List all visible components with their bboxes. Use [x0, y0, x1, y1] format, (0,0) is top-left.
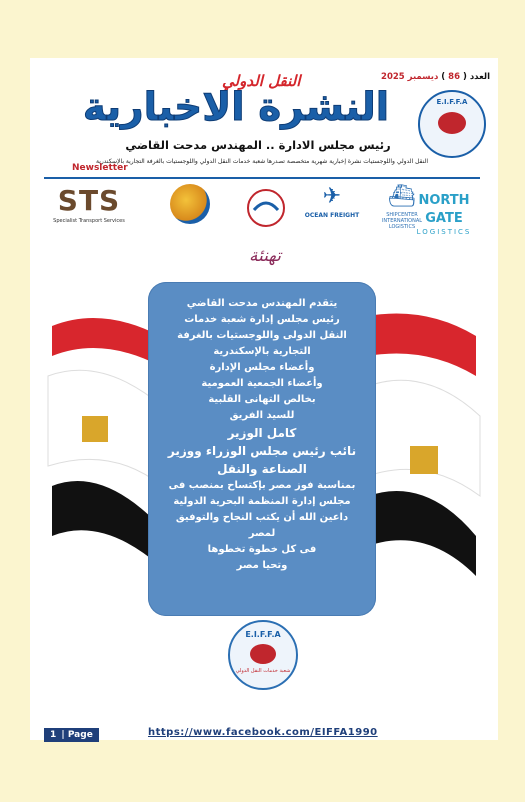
- ship-icon: ⛴: [388, 184, 416, 209]
- header-divider: [44, 177, 480, 179]
- north-gate-sub: LOGISTICS: [416, 228, 472, 236]
- issue-year: 2025: [381, 72, 405, 82]
- eagle-icon: [82, 416, 108, 442]
- sts-name: STS: [57, 184, 121, 217]
- arabic-crest-logo: [236, 184, 296, 236]
- seal-emblem-icon: [438, 112, 466, 134]
- page-number: 1: [50, 730, 57, 740]
- message-line: التجارية بالإسكندرية: [213, 346, 311, 357]
- globe-logo: [160, 184, 220, 236]
- page-number-badge: 1 | Page: [44, 728, 99, 742]
- tagline: النقل الدولي واللوجستيات نشرة إخبارية شهرية متخصصة تصدرها شعبة خدمات النقل الدولي واللوجستيات بالغرفة التجارية بالإسكندرية: [95, 158, 428, 165]
- brand-subtitle: النقل الدولي: [222, 72, 301, 90]
- sts-logo: [40, 184, 138, 236]
- emblem-globe-icon: [250, 644, 276, 664]
- message-line: للسيد الفريق: [229, 410, 295, 421]
- message-line: وأعضاء مجلس الإدارة: [209, 362, 315, 373]
- plane-ship-icon: ✈: [322, 184, 342, 209]
- message-line: النقل الدولى واللوجستيات بالغرفة: [177, 330, 347, 341]
- issue-line: العدد ( 86 ) ديسمبر 2025: [381, 72, 490, 82]
- eiffa-seal-logo: [418, 90, 486, 158]
- message-line: بمناسبة فوز مصر بإكتساح بمنصب فى: [168, 480, 356, 491]
- newsletter-title: النشرة الاخبارية: [82, 85, 390, 130]
- emblem-arabic: شعبة خدمات النقل الدولي: [235, 668, 291, 674]
- eiffa-emblem: [228, 620, 298, 690]
- message-line: داعين الله أن يكتب النجاح والتوفيق: [175, 512, 349, 523]
- facebook-link[interactable]: https://www.facebook.com/EIFFA1990: [148, 727, 378, 738]
- message-line: رئيس مجلس إدارة شعبة خدمات: [184, 314, 340, 325]
- message-line: لمصر: [248, 528, 276, 539]
- message-title: الصناعة والنقل: [217, 462, 307, 476]
- message-line: وأعضاء الجمعية العمومية: [201, 378, 323, 389]
- message-title: نائب رئيس مجلس الوزراء ووزير: [167, 444, 357, 458]
- newsletter-label: Newsletter: [72, 163, 128, 173]
- congrats-heading: تهنئة: [249, 246, 281, 266]
- issue-number: 86: [448, 72, 460, 82]
- page-label: Page: [67, 730, 93, 740]
- north-gate-logo: [398, 184, 490, 236]
- ocean-freight-logo: [294, 184, 370, 236]
- eagle-icon-right: [410, 446, 438, 474]
- north-gate-name: NORTH GATE: [418, 193, 470, 226]
- message-line: وتحيا مصر: [236, 560, 288, 571]
- issue-label: العدد: [469, 72, 490, 82]
- emblem-text: E.I.F.F.A: [245, 630, 281, 639]
- message-name: كامل الوزير: [227, 426, 297, 440]
- seal-text: E.I.F.F.A: [436, 98, 468, 106]
- message-line: فى كل خطوة تخطوها: [207, 544, 317, 555]
- congrats-message: [152, 296, 372, 574]
- crest-icon: [238, 184, 294, 234]
- sts-caption: Specialist Transport Services: [53, 218, 125, 224]
- sponsor-logos: [40, 184, 490, 236]
- globe-icon: [170, 184, 210, 224]
- chairman-line: رئيس مجلس الادارة .. المهندس مدحت القاضي: [125, 138, 391, 152]
- message-line: بخالص التهانى القلبية: [208, 394, 316, 405]
- issue-month: ديسمبر: [407, 72, 439, 82]
- message-line: يتقدم المهندس مدحت القاضي: [186, 298, 338, 309]
- shipcenter-name: SHIPCENTER INTERNATIONAL LOGISTICS: [381, 212, 423, 230]
- ocean-freight-name: OCEAN FREIGHT: [304, 212, 360, 219]
- message-line: مجلس إدارة المنظمة البحرية الدولية: [173, 496, 351, 507]
